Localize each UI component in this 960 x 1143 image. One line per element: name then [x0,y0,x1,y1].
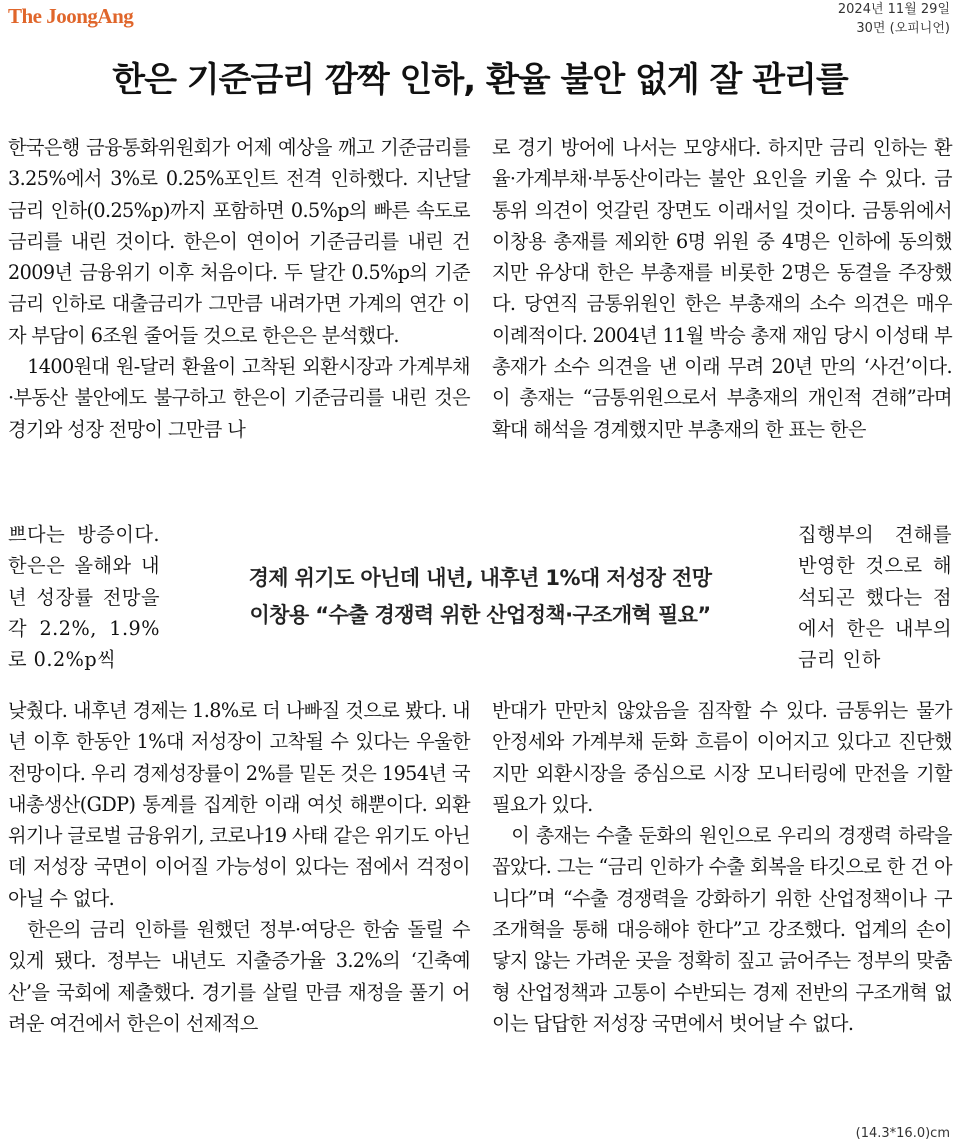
paragraph: 반대가 만만치 않았음을 짐작할 수 있다. 금통위는 물가 안정세와 가계부채 둔화 흐름이 이어지고 있다고 진단했지만 외환시장을 중심으로 시장 모니터링에 만전을 기할 필요가 있다. [492,699,952,816]
body-left-top [8,132,470,445]
paragraph: 낮췄다. 내후년 경제는 1.8%로 더 나빠질 것으로 봤다. 내년 이후 한동안 1%대 저성장이 고착될 수 있다는 우울한 전망이다. 우리 경제성장률이 2%를 밑돈 것은 1954년 국내총생산(GDP) 통계를 집계한 이래 여섯 해뿐이다. 외환위기나 글로벌 금융위기, 코로나19 사태 같은 위기도 아닌데 저성장 국면이 이어질 가능성이 있다는 점에서 걱정이 아닐 수 없다. [8,699,470,910]
body-left-narrow [8,519,160,675]
pull-quote-line: 경제 위기도 아닌데 내년, 내후년 1%대 저성장 전망 [248,566,712,590]
publication-logo: The JoongAng [8,4,134,28]
paragraph: 이 총재는 수출 둔화의 원인으로 우리의 경쟁력 하락을 꼽았다. 그는 “금리 인하가 수출 회복을 타깃으로 한 건 아니다”며 “수출 경쟁력을 강화하기 위한 산업정책이나 구조개혁을 통해 대응해야 한다”고 강조했다. 업계의 손이 닿지 않는 가려운 곳을 정확히 짚고 긁어주는 정부의 맞춤형 산업정책과 고통이 수반되는 경제 전반의 구조개혁 없이는 답답한 저성장 국면에서 벗어날 수 없다. [492,824,952,1035]
paragraph: 쁘다는 방증이다. 한은은 올해와 내년 성장률 전망을 각 2.2%, 1.9%로 0.2%p씩 [8,523,160,672]
paragraph: 로 경기 방어에 나서는 모양새다. 하지만 금리 인하는 환율·가계부채·부동산이라는 불안 요인을 키울 수 있다. 금통위 의견이 엇갈린 장면도 이래서일 것이다. 금통위에서 이창용 총재를 제외한 6명 위원 중 4명은 인하에 동의했지만 유상대 한은 부총재를 비롯한 2명은 동결을 주장했다. 당연직 금통위원인 한은 부총재의 소수 의견은 매우 이례적이다. 2004년 11월 박승 총재 재임 당시 이성태 부총재가 소수 의견을 낸 이래 무려 20년 만의 ‘사건’이다. 이 총재는 “금통위원으로서 부총재의 개인적 견해”라며 확대 해석을 경계했지만 부총재의 한 표는 한은 [492,136,952,441]
body-right-top [492,132,952,445]
paragraph: 집행부의 견해를 반영한 것으로 해석되곤 했다는 점에서 한은 내부의 금리 인하 [798,523,952,672]
issue-date: 2024년 11월 29일 [837,2,950,17]
paragraph: 1400원대 원-달러 환율이 고착된 외환시장과 가계부채·부동산 불안에도 불구하고 한은이 기준금리를 내린 것은 경기와 성장 전망이 그만큼 나 [8,355,470,441]
page-section: 30면 (오피니언) [856,21,950,36]
pull-quote-line: 이창용 “수출 경쟁력 위한 산업정책·구조개혁 필요” [249,603,711,627]
paragraph: 한은의 금리 인하를 원했던 정부·여당은 한숨 돌릴 수 있게 됐다. 정부는 내년도 지출증가율 3.2%의 ‘긴축예산’을 국회에 제출했다. 경기를 살릴 만큼 재정을 풀기 어려운 여건에서 한은이 선제적으 [8,918,470,1035]
body-right-narrow [798,519,952,675]
issue-meta [838,0,950,38]
headline: 한은 기준금리 깜짝 인하, 환율 불안 없게 잘 관리를 [112,60,848,100]
article-size: (14.3*16.0)cm [855,1126,950,1141]
pull-quote [170,560,790,634]
paragraph: 한국은행 금융통화위원회가 어제 예상을 깨고 기준금리를 3.25%에서 3%로 0.25%포인트 전격 인하했다. 지난달 금리 인하(0.25%p)까지 포함하면 0.5%p의 빠른 속도로 금리를 내린 것이다. 한은이 연이어 기준금리를 내린 건 2009년 금융위기 이후 처음이다. 두 달간 0.5%p의 기준금리 인하로 대출금리가 그만큼 내려가면 가계의 연간 이자 부담이 6조원 줄어들 것으로 한은은 분석했다. [8,136,470,347]
body-left-bottom [8,695,470,1039]
body-right-bottom [492,695,952,1039]
